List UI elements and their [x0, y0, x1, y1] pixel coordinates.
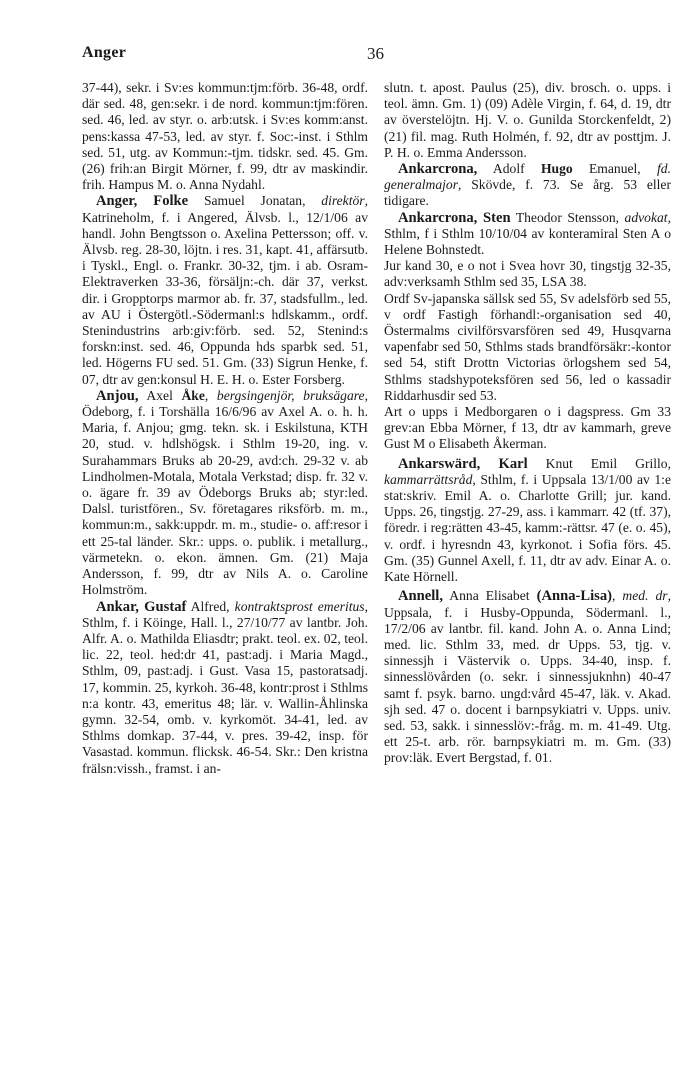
entry-ankarsward-karl: [384, 456, 671, 586]
entry-body: , Sthlm, f. i Köinge, Hall. l., 27/10/77 av lantbr. Joh. Alfr. A. o. Mathilda Eliasdtr; prakt. teol. ex. 02, teol. lic. 22, teol. hed:dr 41, past:adj. i Maria Magd., Sthlm, 09, past:adj. i Gust. Vasa 15, pastoratsadj. 17, kommin. 25, kyrkoh. 36-48, kontr:prost i Sthlms n:a kontr. 43, emeritus 48; lär. v. Wallin-Åhlinska gymn. 32-54, omb. v. kyrkomöt. 34-41, led. av Sthlms domkap. 37-44, v. pres. 39-42, insp. för Vasastad. kommun. flicksk. 46-54. Skr.: Den kristna frälsn:vissh., framst. i an-: [82, 598, 368, 776]
entry-paragraph: Jur kand 30, e o not i Svea hovr 30, tingstjg 32-35, adv:verksamh Sthlm sed 35, LSA 38.: [384, 258, 671, 290]
entry-given-names: Alfred,: [186, 598, 235, 614]
right-column: [384, 80, 671, 767]
entry-called-name: (Anna-Lisa): [536, 588, 612, 605]
entry-paragraph: Art o upps i Medborgaren o i dagspress. Gm 33 grev:an Ebba Mörner, f 13, dtr av kammarh, greve Gust M o Elisabeth Åkerman.: [384, 404, 671, 452]
entry-paragraph: Ordf Sv-japanska sällsk sed 55, Sv adelsförb sed 55, v ordf Fastigh förhandl:-organisation sed 40, Östermalms civilförsvarsfören sed 49, Husqvarna vapenfabr sed 50, Sthlms stads brandförsäkr:-kontor sed 54, stift Drottn Victorias örlogshem sed 54, Sthlms stadshypoteksfören sed 56, led o kassadir Riddarhusdir sed 53.: [384, 290, 671, 403]
entry-body: , Sthlm, f. i Uppsala 13/1/00 av 1:e stat:skriv. Emil A. o. Charlotte Grill; jur. kand. Upps. 26, tingstjg. 27-29, ass. i kammarr. 42 (tf. 37), föredr. i reg:rätten 43-45, kamm:-rättsr. 47 (e. o. 45), v. ordf. i hyresndn 43, kyrkonot. i Sofia förs. 45. Gm. (35) Gunnel Axell, f. 11, dtr av adv. Einar A. o. Kate Hörnell.: [384, 471, 671, 585]
entry-given-names: Knut Emil Grillo,: [527, 455, 671, 471]
entry-title: kontraktsprost emeritus: [234, 598, 365, 614]
entry-title: fd. generalmajor: [384, 161, 671, 193]
entry-surname: Annell,: [398, 588, 444, 605]
entry-title: , bergsingenjör, bruksägare: [204, 387, 365, 403]
running-head-word: Anger: [82, 44, 127, 61]
entry-ankar-gustaf: [82, 599, 368, 777]
entry-anger-folke: [82, 193, 368, 387]
entry-surname: Ankarcrona,: [398, 161, 478, 178]
entry-surname: Ankarswärd, Karl: [398, 455, 528, 472]
entry-ankarcrona-sten: [384, 210, 671, 259]
entry-body: , Skövde, f. 73. Se årg. 53 eller tidigare.: [384, 177, 671, 209]
entry-surname: Ankarcrona, Sten: [398, 209, 511, 226]
page-number: 36: [367, 44, 384, 63]
entry-surname: Anger, Folke: [96, 193, 189, 210]
entry-given-names: Anna Elisabet: [443, 588, 537, 604]
entry-continuation: [82, 80, 368, 193]
entry-body: 37-44), sekr. i Sv:es kommun:tjm:förb. 36-48, ordf. där sed. 48, gen:sekr. i de nord. kommun:tjm:fören. sed. 46, led. av styr. o. arb:utsk. i Sv:es komm:anst. pens:kassa 47-53, led. av styr. f. Soc:-inst. i Sthlm sed. 51, utg. av Kommun:-tjm. tidskr. sed. 45. Gm. (26) frih:an Birgit Mörner, f. 99, dtr av maskindir. frih. Hampus M. o. Anna Nydahl.: [82, 80, 368, 193]
entry-given-names-rest: Emanuel,: [572, 161, 658, 177]
entry-given-names: Theodor Stensson,: [510, 209, 625, 225]
entry-given-names: Samuel Jonatan,: [188, 193, 322, 209]
entry-title: advokat: [624, 209, 668, 225]
entry-given-names: Adolf: [477, 161, 541, 177]
entry-body: , Ödeborg, f. i Torshälla 16/6/96 av Axel A. o. h. h. Maria, f. Anjou; gmg. tekn. sk. i Eskilstuna, KTH 20, stud. v. hdlshögsk. i Sthlm 19-20, ing. v. Surahammars Bruks ab 20-29, avd:ch. 29-32 v. ab Lindholmen-Motala, Motala Verkstad; disp. fr. 32 v. o. ägare fr. 39 av Ödeborgs Bruks ab; styr:led. Dalsl. turistfören., Sv. företagares riksförb. m. m., kommun:m., sakk:uppdr. m. m., studie- o. aff:resor i ett 25-tal länder. Skr.: upps. o. publik. i metallurg., värmetekn. o. ekon. ämnen. Gm. (21) Maja Andersson, f. 99, dtr av Nils A. o. Caroline Holmström.: [82, 387, 368, 598]
entry-body: , Sthlm, f i Sthlm 10/10/04 av konteramiral Sten A o Helene Bohnstedt.: [384, 209, 671, 258]
entry-title: med. dr: [622, 588, 668, 604]
running-header: [82, 44, 672, 70]
entry-continuation: [384, 80, 671, 161]
entry-body: , Uppsala, f. i Husby-Oppunda, Södermanl. l., 17/2/06 av lantbr. fil. kand. John A. o. Anna Lind; med. lic. Sthlm 33, med. dr Upps. 53, tjg. v. sinnessjh i Västervik o. Upps. 34-40, insp. f. sinnesslövården (o. sekr. i sinnessjuknhn) 40-47 samt f. psyk. barno. ungd:vård 45-47, läk. v. Akad. sjh sed. 47 o. docent i barnpsykiatri v. Upps. univ. sed. 53, sakk. i sinnesslöv:-fråg. m. m. 41-49. Utg. ett 25-t. arb. rör. barnpsykiatri m. m. Gm. (33) prov:läk. Evert Bergstad, f. 01.: [384, 588, 671, 766]
entry-title: kammarrättsråd: [384, 471, 473, 487]
entry-given-names-rest: ,: [612, 588, 623, 604]
entry-annell-anna: [384, 588, 671, 766]
entry-body: , Katrineholm, f. i Angered, Älvsb. l., 12/1/06 av handl. John Bengtsson o. Axelina Pettersson; off. v. Älvsb. reg. 28-30, löjtn. i res. 31, kapt. 41, affärsutb. i Tyskl., Engl. o. Frankr. 30-32, tjm. i ab. Osram-Elektraverken 33-36, försäljn:-ch. där 37, verkst. dir. i Gropptorps marmor ab. fr. 37, stadsfullm., led. av AU i Östergötl.-Södermanl:s hdlskamm., ordf. Stenindustrins arb:giv:förb. sed. 52, Stenind:s forskn:inst. sed. 46, Oppunda hds sparbk sed. 51, led. Högerns FU sed. 51. Gm. (33) Sigrun Henke, f. 07, dtr av gen:konsul H. E. H. o. Ester Forsberg.: [82, 193, 368, 387]
entry-surname: Anjou,: [96, 387, 139, 404]
entry-called-name: Hugo: [540, 161, 573, 177]
entry-called-name: Åke: [181, 387, 205, 403]
entry-given-names: Axel: [138, 387, 182, 403]
entry-ankarcrona-adolf: [384, 161, 671, 210]
entry-surname: Ankar, Gustaf: [96, 598, 187, 615]
entry-title: direktör: [321, 193, 365, 209]
entry-anjou-axel: [82, 388, 368, 599]
entry-body: slutn. t. apost. Paulus (25), div. brosch. o. upps. i teol. ämn. Gm. 1) (09) Adèle Virgin, f. 64, d. 19, dtr av överstelöjtn. Hj. V. o. Gunilda Storckenfeldt, 2) (21) fil. mag. Ruth Holmén, f. 92, dtr av posttjm. J. P. H. o. Emma Andersson.: [384, 80, 671, 160]
left-column: [82, 80, 368, 777]
